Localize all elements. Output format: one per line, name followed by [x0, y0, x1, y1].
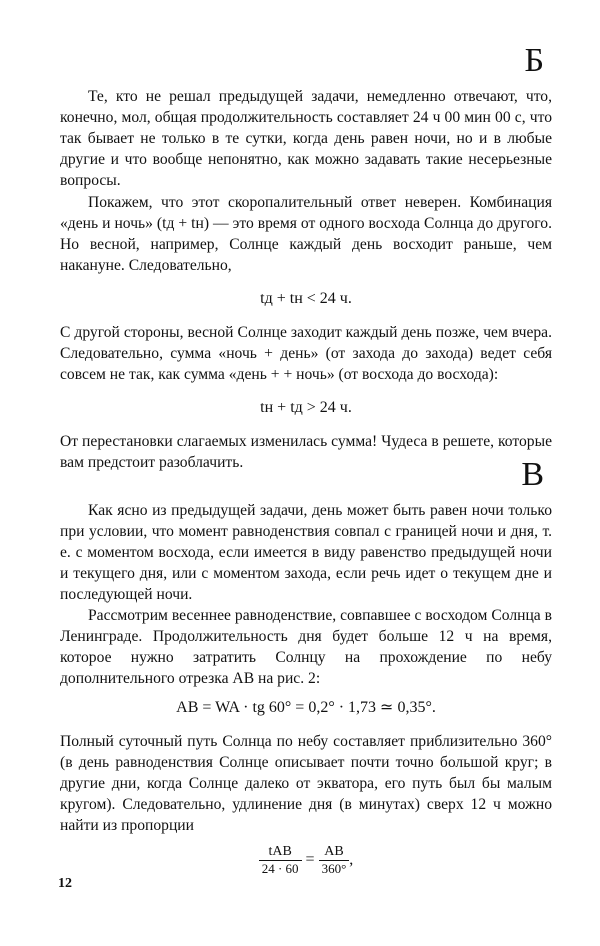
proportion-formula: [60, 844, 552, 877]
formula: AB = WA · tg 60° = 0,2° · 1,73 ≃ 0,35°.: [176, 699, 436, 716]
paragraph: Те, кто не решал предыдущей задачи, немедленно отвечают, что, конечно, мол, общая продолжительность составляет 24 ч 00 мин 00 с, что так бывает не только в те сутки, когда день равен ночи, но и в любые другие и что вообще непонятно, как можно задавать такие несерьезные вопросы.: [60, 88, 552, 189]
section-v-text: [60, 500, 552, 877]
fraction: [319, 844, 350, 877]
paragraph: Покажем, что этот скоропалительный ответ неверен. Комбинация «день и ночь» (tд + tн) — это время от одного восхода Солнца до другого. Но весной, например, Солнце каждый день восходит раньше, чем накануне. Следовательно,: [60, 194, 552, 274]
numerator: AB: [319, 844, 350, 861]
paragraph: От перестановки слагаемых изменилась сумма! Чудеса в решете, которые вам предстоит разоблачить.: [60, 433, 552, 471]
paragraph: Как ясно из предыдущей задачи, день может быть равен ночи только при условии, что момент равноденствия совпал с границей ночи и дня, т. е. с моментом восхода, если имеется в виду равенство предыдущей ночи и текущего дня, или с моментом захода, если речь идет о текущем дне и последующей ночи.: [60, 502, 552, 603]
section-b-text: [60, 86, 552, 473]
section-letter-v: В: [521, 456, 544, 493]
paragraph: Полный суточный путь Солнца по небу составляет приблизительно 360° (в день равноденствия Солнце описывает почти точно большой круг; в другие дни, когда Солнце далеко от экватора, его путь был бы малым кругом). Следовательно, удлинение дня (в минутах) сверх 12 ч можно найти из пропорции: [60, 733, 552, 834]
denominator: 24 · 60: [261, 861, 299, 876]
section-letter-b: Б: [524, 42, 544, 79]
denominator: 360°: [321, 861, 347, 876]
equals-sign: =: [305, 851, 315, 869]
formula: tн + tд > 24 ч.: [260, 399, 352, 416]
paragraph: Рассмотрим весеннее равноденствие, совпавшее с восходом Солнца в Ленинграде. Продолжительность дня будет больше 12 ч на время, которое нужно затратить Солнцу на прохождение по небу дополнительного отрезка AB на рис. 2:: [60, 607, 552, 687]
numerator: tAB: [259, 844, 302, 861]
page-number: 12: [58, 876, 72, 891]
formula: tд + tн < 24 ч.: [260, 290, 352, 307]
paragraph: С другой стороны, весной Солнце заходит каждый день позже, чем вчера. Следовательно, сумма «ночь + день» (от захода до захода) ведет себя совсем не так, как сумма «день + + ночь» (от восхода до восхода):: [60, 324, 552, 383]
comma: ,: [349, 851, 354, 869]
fraction: [259, 844, 302, 877]
